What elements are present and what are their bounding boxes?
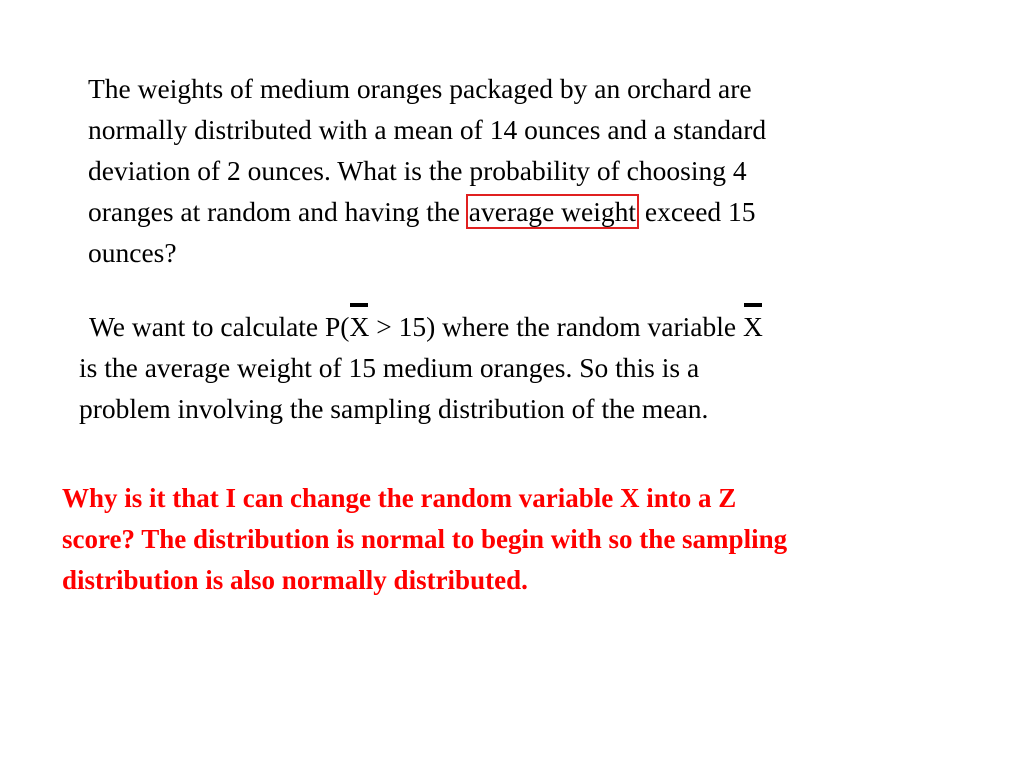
setup-line-1 [79, 306, 763, 347]
problem-line-4 [88, 191, 766, 232]
setup-line-3: problem involving the sampling distribution of the mean. [79, 393, 709, 424]
question-line-2: score? The distribution is normal to begin with so the sampling [62, 524, 788, 554]
problem-statement [88, 68, 766, 273]
problem-line-4-start: oranges at random and having the [88, 196, 467, 227]
problem-line-2: normally distributed with a mean of 14 ounces and a standard [88, 114, 767, 145]
average-weight-highlight: average weight [466, 194, 639, 229]
x-bar-symbol: X [349, 306, 369, 347]
problem-line-5: ounces? [88, 237, 177, 268]
problem-line-3: deviation of 2 ounces. What is the probability of choosing 4 [88, 155, 747, 186]
setup-line-2: is the average weight of 15 medium oranges. So this is a [79, 352, 700, 383]
problem-line-4-end: exceed 15 [637, 196, 756, 227]
setup-explanation [79, 306, 763, 429]
problem-line-1: The weights of medium oranges packaged by an orchard are [88, 73, 752, 104]
question-line-3: distribution is also normally distributed. [62, 565, 528, 595]
question-line-1: Why is it that I can change the random variable X into a Z [62, 483, 737, 513]
x-bar-symbol-2: X [743, 306, 763, 347]
setup-line-1-middle: > 15) where the random variable [369, 311, 743, 342]
setup-line-1-start: We want to calculate P( [89, 311, 350, 342]
z-score-question [62, 478, 787, 601]
